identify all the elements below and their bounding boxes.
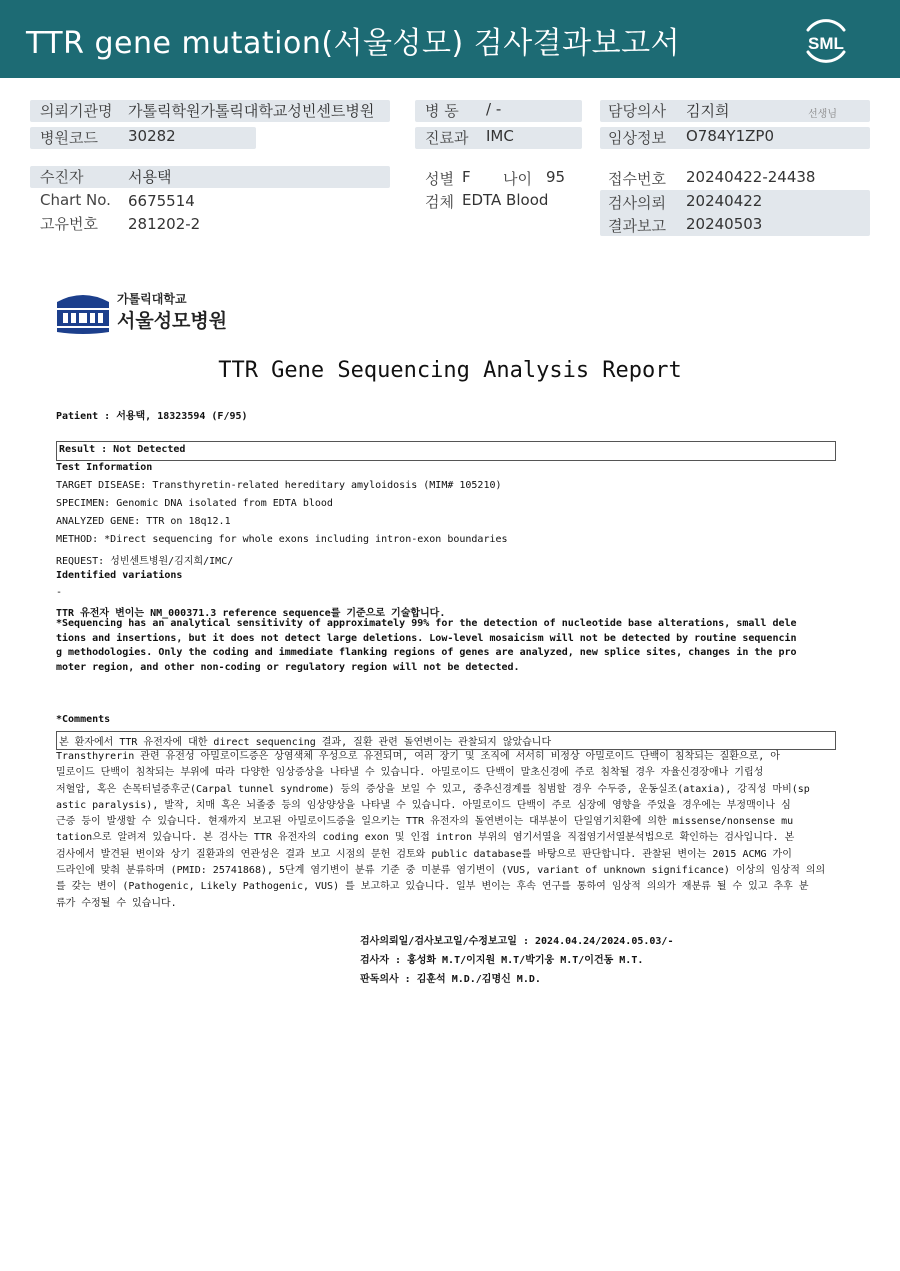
patient-label: 수진자 xyxy=(40,168,84,186)
reader-line: 판독의사 : 김훈석 M.D./김명신 M.D. xyxy=(360,974,541,985)
unique-id-value: 281202-2 xyxy=(128,215,201,233)
test-info-heading: Test Information xyxy=(56,462,153,473)
institution-label: 의뢰기관명 xyxy=(40,102,113,120)
sensitivity-line: g methodologies. Only the coding and immediate flanking regions of genes are analyzed, new splice sites, changes in the pro xyxy=(56,647,797,658)
comment-line: Transthyrerin 관련 유전성 아밀로이드증은 상염색체 우성으로 유전되며, 여러 장기 및 조직에 서서히 비정상 아밀로이드 단백이 침착되는 질환으로, 아 xyxy=(56,751,780,762)
sex-value: F xyxy=(462,168,471,186)
doctor-suffix: 선생님 xyxy=(808,109,837,120)
specimen-value: EDTA Blood xyxy=(462,191,549,209)
comment-line: tation으로 알려져 있습니다. 본 검사는 TTR 유전자의 coding exon 및 인접 intron 부위의 염기서열을 직접염기서열분석법으로 확인하는 검사입니다. 본 xyxy=(56,832,795,844)
identified-variations-heading: Identified variations xyxy=(56,570,183,581)
department-label: 진료과 xyxy=(425,129,469,147)
report-title: TTR Gene Sequencing Analysis Report xyxy=(218,358,682,383)
clinical-info-value: O784Y1ZP0 xyxy=(686,127,775,145)
request-date-value: 20240422 xyxy=(686,192,763,210)
chart-no-label: Chart No. xyxy=(40,191,111,209)
comment-line: 검사에서 발견된 변이와 상기 질환과의 연관성은 결과 보고 시점의 문헌 검토와 public database를 바탕으로 판단합니다. 관찰된 변이는 2015 ACMG 가이 xyxy=(56,848,792,860)
comment-line: 저혈압, 혹은 손목터널증후군(Carpal tunnel syndrome) 등의 증상을 보일 수 있고, 중추신경계를 침범할 경우 수두증, 운동실조(ataxia), 강직성 마비(sp xyxy=(56,783,810,795)
comment-line: astic paralysis), 발작, 치매 혹은 뇌졸중 등의 임상양상을 나타낼 수 있습니다. 아밀로이드 단백이 주로 심장에 영향을 주었을 경우에는 부정맥이나 심 xyxy=(56,799,791,811)
result-text: Result : Not Detected xyxy=(59,444,186,455)
patient-line: Patient : 서용택, 18323594 (F/95) xyxy=(56,411,248,422)
comment-line: 류가 수정될 수 있습니다. xyxy=(56,897,177,909)
hospital-logo xyxy=(55,290,255,336)
clinical-info-label: 임상정보 xyxy=(608,129,666,147)
hospital-main-name: 서울성모병원 xyxy=(117,310,228,332)
sensitivity-line: tions and insertions, but it does not detect large deletions. Low-level mosaicism will not be detected by routine sequencin xyxy=(56,632,797,644)
receipt-no-value: 20240422-24438 xyxy=(686,168,816,186)
result-date-label: 결과보고 xyxy=(608,217,666,235)
department-value: IMC xyxy=(486,127,514,145)
sensitivity-paragraph xyxy=(56,617,846,675)
ward-label: 병 동 xyxy=(425,102,459,120)
comment-line: 드라인에 맞춰 분류하며 (PMID: 25741868), 5단계 염기변이 분류 기준 중 미분류 염기변이 (VUS, variant of unknown significance) 이상의 임상적 의의 xyxy=(56,865,826,877)
analyzed-gene-line: ANALYZED GENE: TTR on 18q12.1 xyxy=(56,516,231,527)
comment-line: 근증 등이 발생할 수 있습니다. 현재까지 보고된 아밀로이드증을 일으키는 TTR 유전자의 돌연변이는 대부분이 단일염기치환에 의한 missense/nonsense mu xyxy=(56,816,794,828)
specimen-label: 검체 xyxy=(425,193,454,211)
ward-value: / - xyxy=(486,100,502,118)
hospital-code-label: 병원코드 xyxy=(40,129,98,147)
sml-logo-text: SML xyxy=(808,34,844,53)
target-disease-line: TARGET DISEASE: Transthyretin-related hereditary amyloidosis (MIM# 105210) xyxy=(56,480,502,491)
comment-box-text: 본 환자에서 TTR 유전자에 대한 direct sequencing 결과, 질환 관련 돌연변이는 관찰되지 않았습니다 xyxy=(59,737,552,748)
institution-value: 가톨릭학원가톨릭대학교성빈센트병원 xyxy=(128,102,375,120)
sex-label: 성별 xyxy=(425,170,454,188)
identified-variations-value: - xyxy=(56,587,63,598)
sml-logo xyxy=(798,12,854,68)
specimen-line: SPECIMEN: Genomic DNA isolated from EDTA blood xyxy=(56,498,333,509)
doctor-label: 담당의사 xyxy=(608,102,666,120)
chart-no-value: 6675514 xyxy=(128,192,195,210)
comments-heading: *Comments xyxy=(56,714,111,725)
patient-value: 서용택 xyxy=(128,168,172,186)
info-band-patient xyxy=(30,166,390,188)
comments-paragraph xyxy=(56,749,846,912)
examiner-line: 검사자 : 홍성화 M.T/이지원 M.T/박기웅 M.T/이건동 M.T. xyxy=(360,955,644,966)
method-line: METHOD: *Direct sequencing for whole exons including intron-exon boundaries xyxy=(56,534,508,545)
result-date-value: 20240503 xyxy=(686,215,763,233)
sensitivity-line: *Sequencing has an analytical sensitivity of approximately 99% for the detection of nucleotide base alterations, small dele xyxy=(56,618,797,629)
age-value: 95 xyxy=(546,168,566,186)
reference-sequence-line: TTR 유전자 변이는 NM_000371.3 reference sequence를 기준으로 기술합니다. xyxy=(56,608,446,619)
request-line: REQUEST: 성빈센트병원/김지희/IMC/ xyxy=(56,556,234,567)
unique-id-label: 고유번호 xyxy=(40,215,98,233)
age-label: 나이 xyxy=(503,170,532,188)
request-date-label: 검사의뢰 xyxy=(608,194,666,212)
dates-line: 검사의뢰일/검사보고일/수정보고일 : 2024.04.24/2024.05.03/- xyxy=(360,936,674,947)
sensitivity-line: moter region, and other non-coding or regulatory region will not be detected. xyxy=(56,661,520,673)
comment-line: 를 갖는 변이 (Pathogenic, Likely Pathogenic, VUS) 를 보고하고 있습니다. 일부 변이는 후속 연구를 통하여 임상적 의의가 재분류 될 수 있고 추후 분 xyxy=(56,881,809,893)
hospital-sub-name: 가톨릭대학교 xyxy=(117,292,187,306)
report-header-title: TTR gene mutation(서울성모) 검사결과보고서 xyxy=(26,26,681,61)
doctor-value: 김지희 xyxy=(686,102,730,120)
comment-line: 밀로이드 단백이 침착되는 부위에 따라 다양한 임상증상을 나타낼 수 있습니다. 아밀로이드 단백이 말초신경에 주로 침착될 경우 자율신경장애나 기립성 xyxy=(56,767,764,779)
receipt-no-label: 접수번호 xyxy=(608,170,666,188)
header-bar xyxy=(0,0,900,78)
hospital-emblem-icon xyxy=(55,290,111,334)
hospital-code-value: 30282 xyxy=(128,127,176,145)
